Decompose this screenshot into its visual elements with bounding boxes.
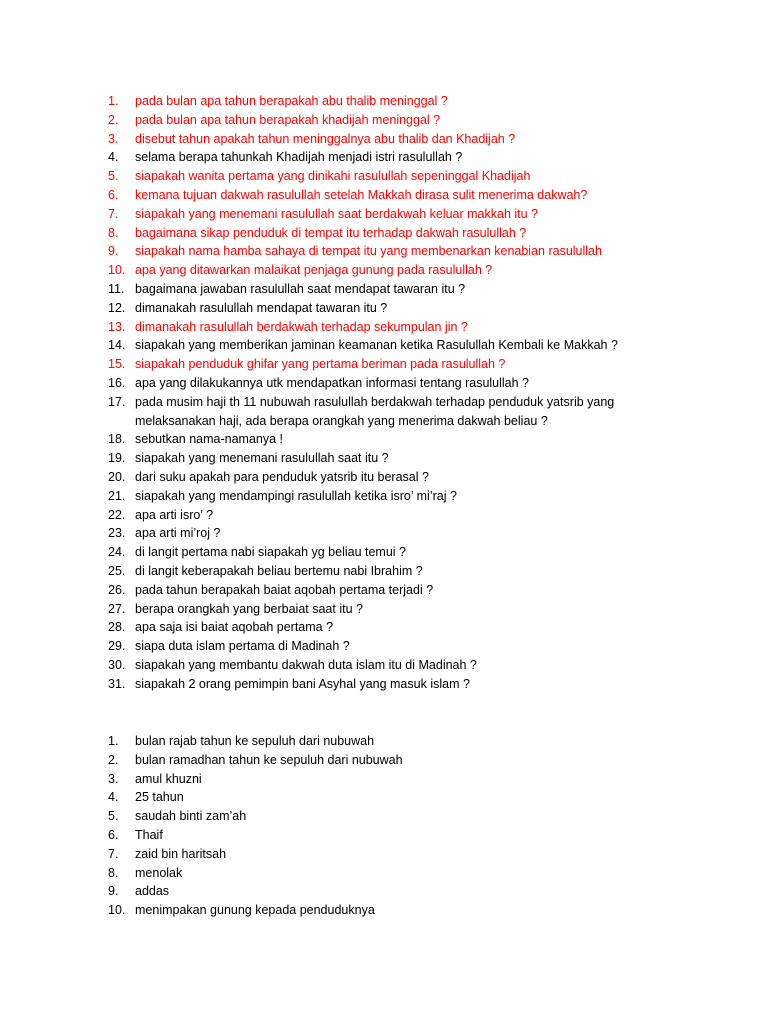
question-item-number: 14. [108, 338, 126, 353]
answer-item-number: 8. [108, 865, 119, 880]
question-item-text: pada tahun berapakah baiat aqobah pertama terjadi ? [135, 582, 434, 597]
answer-item-text: 25 tahun [135, 790, 184, 805]
question-item-text: pada bulan apa tahun berapakah khadijah meninggal ? [135, 112, 441, 127]
question-item [0, 242, 635, 261]
question-item-number: 27. [108, 601, 126, 616]
question-item-text: berapa orangkah yang berbaiat saat itu ? [135, 601, 363, 616]
answer-item-text: Thaif [135, 827, 163, 842]
question-item-text: kemana tujuan dakwah rasulullah setelah Makkah dirasa sulit menerima dakwah? [135, 187, 588, 202]
question-item-text: disebut tahun apakah tahun meninggalnya abu thalib dan Khadijah ? [135, 131, 516, 146]
answer-item [0, 751, 635, 770]
question-item-text: siapakah wanita pertama yang dinikahi rasulullah sepeninggal Khadijah [135, 169, 531, 184]
question-item-number: 20. [108, 469, 126, 484]
question-item-number: 28. [108, 620, 126, 635]
question-item [0, 506, 635, 525]
question-item-number: 2. [108, 112, 119, 127]
question-item [0, 130, 635, 149]
question-item-number: 6. [108, 187, 119, 202]
question-item-text: siapakah penduduk ghifar yang pertama beriman pada rasulullah ? [135, 357, 506, 372]
question-item [0, 562, 635, 581]
question-item [0, 393, 635, 431]
answer-item-text: amul khuzni [135, 771, 202, 786]
question-item [0, 430, 635, 449]
question-item [0, 148, 635, 167]
question-item-text: siapakah yang menemani rasulullah saat berdakwah keluar makkah itu ? [135, 206, 539, 221]
question-item-text: apa arti mi’roj ? [135, 526, 221, 541]
question-item-number: 12. [108, 300, 126, 315]
answer-item-text: bulan ramadhan tahun ke sepuluh dari nubuwah [135, 752, 403, 767]
question-item-text: siapakah nama hamba sahaya di tempat itu yang membenarkan kenabian rasulullah [135, 244, 602, 259]
answer-item-text: menimpakan gunung kepada penduduknya [135, 903, 375, 918]
question-item [0, 449, 635, 468]
question-item-number: 9. [108, 244, 119, 259]
question-item-text: siapakah yang menemani rasulullah saat itu ? [135, 451, 389, 466]
question-item [0, 224, 635, 243]
answer-item-text: menolak [135, 865, 183, 880]
question-item-text: sebutkan nama-namanya ! [135, 432, 284, 447]
question-item-text: bagaimana sikap penduduk di tempat itu terhadap dakwah rasulullah ? [135, 225, 527, 240]
answer-item-text: saudah binti zam’ah [135, 809, 247, 824]
answer-item-number: 5. [108, 809, 119, 824]
question-item-text: selama berapa tahunkah Khadijah menjadi istri rasulullah ? [135, 150, 463, 165]
answer-item [0, 732, 635, 751]
question-item-number: 5. [108, 169, 119, 184]
question-item-number: 21. [108, 488, 126, 503]
question-item [0, 299, 635, 318]
question-item [0, 111, 635, 130]
question-item [0, 374, 635, 393]
question-item [0, 581, 635, 600]
question-item-number: 1. [108, 94, 119, 108]
question-item-text: siapa duta islam pertama di Madinah ? [135, 639, 350, 654]
question-item-text: dimanakah rasulullah berdakwah terhadap sekumpulan jin ? [135, 319, 468, 334]
question-item [0, 186, 635, 205]
question-item [0, 92, 635, 111]
question-item [0, 600, 635, 619]
question-item-number: 26. [108, 582, 126, 597]
answer-item-number: 10. [108, 903, 126, 918]
question-item-number: 8. [108, 225, 119, 240]
question-item-text: apa yang dilakukannya utk mendapatkan informasi tentang rasulullah ? [135, 375, 530, 390]
question-item-number: 15. [108, 357, 126, 372]
answer-item-number: 9. [108, 884, 119, 899]
question-item-number: 3. [108, 131, 119, 146]
question-item-text: apa arti isro’ ? [135, 507, 214, 522]
answer-item-number: 6. [108, 827, 119, 842]
question-item-number: 13. [108, 319, 126, 334]
question-item [0, 637, 635, 656]
question-item-text: siapakah 2 orang pemimpin bani Asyhal yang masuk islam ? [135, 676, 470, 691]
answer-item [0, 901, 635, 920]
question-item-text: apa saja isi baiat aqobah pertama ? [135, 620, 334, 635]
answer-item [0, 807, 635, 826]
question-item-number: 22. [108, 507, 126, 522]
question-item-text: siapakah yang membantu dakwah duta islam itu di Madinah ? [135, 657, 477, 672]
question-item-number: 17. [108, 394, 126, 409]
answer-item [0, 770, 635, 789]
answer-item-text: addas [135, 884, 170, 899]
question-list [0, 92, 635, 694]
question-item-number: 10. [108, 263, 126, 278]
question-item-number: 24. [108, 545, 126, 560]
question-item-number: 31. [108, 676, 126, 691]
question-item-number: 11. [108, 281, 125, 296]
question-item [0, 656, 635, 675]
answer-item-text: bulan rajab tahun ke sepuluh dari nubuwah [135, 734, 375, 748]
question-item [0, 205, 635, 224]
answer-item-number: 2. [108, 752, 119, 767]
question-item-number: 23. [108, 526, 126, 541]
question-item [0, 487, 635, 506]
question-item-text: pada musim haji th 11 nubuwah rasulullah berdakwah terhadap penduduk yatsrib yang melaksanakan haji, ada berapa orangkah yang menerima dakwah beliau ? [135, 394, 615, 428]
answer-item-number: 3. [108, 771, 119, 786]
question-item-text: pada bulan apa tahun berapakah abu thalib meninggal ? [135, 94, 448, 108]
question-item-number: 19. [108, 451, 126, 466]
question-item [0, 261, 635, 280]
question-item [0, 336, 635, 355]
question-item-text: siapakah yang memberikan jaminan keamanan ketika Rasulullah Kembali ke Makkah ? [135, 338, 618, 353]
question-item-number: 18. [108, 432, 126, 447]
answer-item [0, 864, 635, 883]
question-item-number: 7. [108, 206, 119, 221]
answer-item [0, 788, 635, 807]
question-item [0, 167, 635, 186]
question-item [0, 543, 635, 562]
answer-item [0, 845, 635, 864]
answer-item-number: 4. [108, 790, 119, 805]
question-item-text: di langit pertama nabi siapakah yg beliau temui ? [135, 545, 407, 560]
question-item-text: siapakah yang mendampingi rasulullah ketika isro’ mi’raj ? [135, 488, 457, 503]
answer-item [0, 826, 635, 845]
question-item-number: 30. [108, 657, 126, 672]
question-item-number: 25. [108, 563, 126, 578]
answer-list [0, 732, 635, 920]
question-item [0, 318, 635, 337]
answer-item-number: 7. [108, 846, 119, 861]
question-item-text: dari suku apakah para penduduk yatsrib itu berasal ? [135, 469, 429, 484]
question-item [0, 675, 635, 694]
question-item [0, 618, 635, 637]
question-item-number: 29. [108, 639, 126, 654]
question-item-text: dimanakah rasulullah mendapat tawaran itu ? [135, 300, 388, 315]
question-item-number: 16. [108, 375, 126, 390]
question-item [0, 280, 635, 299]
question-item-text: bagaimana jawaban rasulullah saat mendapat tawaran itu ? [135, 281, 466, 296]
question-item [0, 468, 635, 487]
question-item [0, 524, 635, 543]
question-item-number: 4. [108, 150, 119, 165]
answer-item [0, 882, 635, 901]
question-item-text: apa yang ditawarkan malaikat penjaga gunung pada rasulullah ? [135, 263, 493, 278]
question-item-text: di langit keberapakah beliau bertemu nabi Ibrahim ? [135, 563, 423, 578]
answer-item-number: 1. [108, 734, 119, 748]
question-item [0, 355, 635, 374]
answer-item-text: zaid bin haritsah [135, 846, 227, 861]
